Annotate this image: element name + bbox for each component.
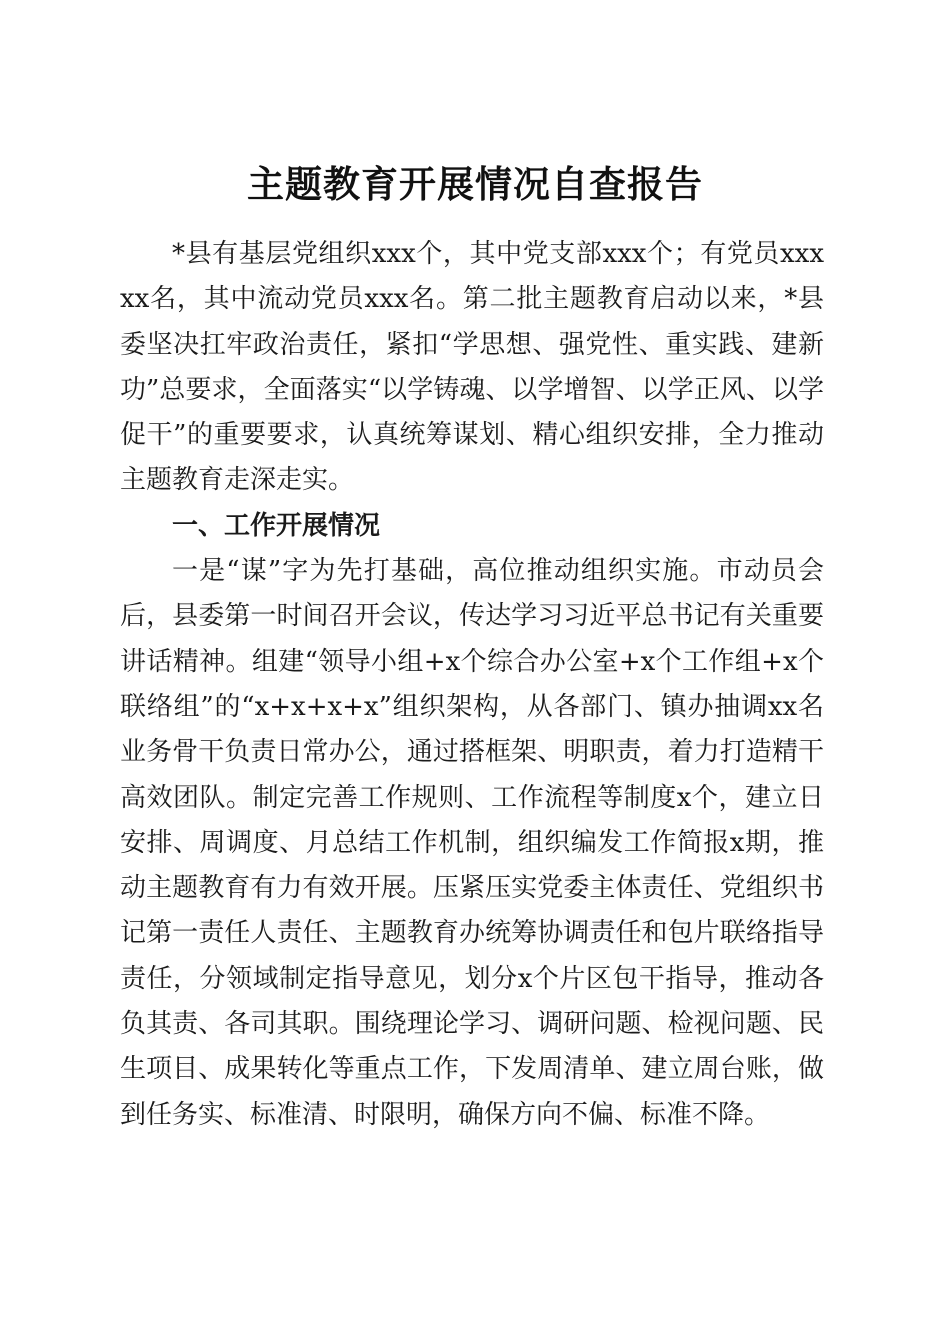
document-body xyxy=(120,232,824,1138)
section-body-paragraph: 一是“谋”字为先打基础，高位推动组织实施。市动员会后，县委第一时间召开会议，传达学习习近平总书记有关重要讲话精神。组建“领导小组+x个综合办公室+x个工作组+x个联络组”的“x+x+x+x”组织架构，从各部门、镇办抽调xx名业务骨干负责日常办公，通过搭框架、明职责，着力打造精干高效团队。制定完善工作规则、工作流程等制度x个，建立日安排、周调度、月总结工作机制，组织编发工作简报x期，推动主题教育有力有效开展。压紧压实党委主体责任、党组织书记第一责任人责任、主题教育办统筹协调责任和包片联络指导责任，分领域制定指导意见，划分x个片区包干指导，推动各负其责、各司其职。围绕理论学习、调研问题、检视问题、民生项目、成果转化等重点工作，下发周清单、建立周台账，做到任务实、标准清、时限明，确保方向不偏、标准不降。 xyxy=(120,556,824,1130)
section-heading: 一、工作开展情况 xyxy=(172,510,381,541)
document-title: 主题教育开展情况自查报告 xyxy=(247,161,703,206)
intro-paragraph: *县有基层党组织xxx个，其中党支部xxx个；有党员xxxxx名，其中流动党员xxx名。第二批主题教育启动以来，*县委坚决扛牢政治责任，紧扣“学思想、强党性、重实践、建新功”总要求，全面落实“以学铸魂、以学增智、以学正风、以学促干”的重要要求，认真统筹谋划、精心组织安排，全力推动主题教育走深走实。 xyxy=(120,239,824,496)
